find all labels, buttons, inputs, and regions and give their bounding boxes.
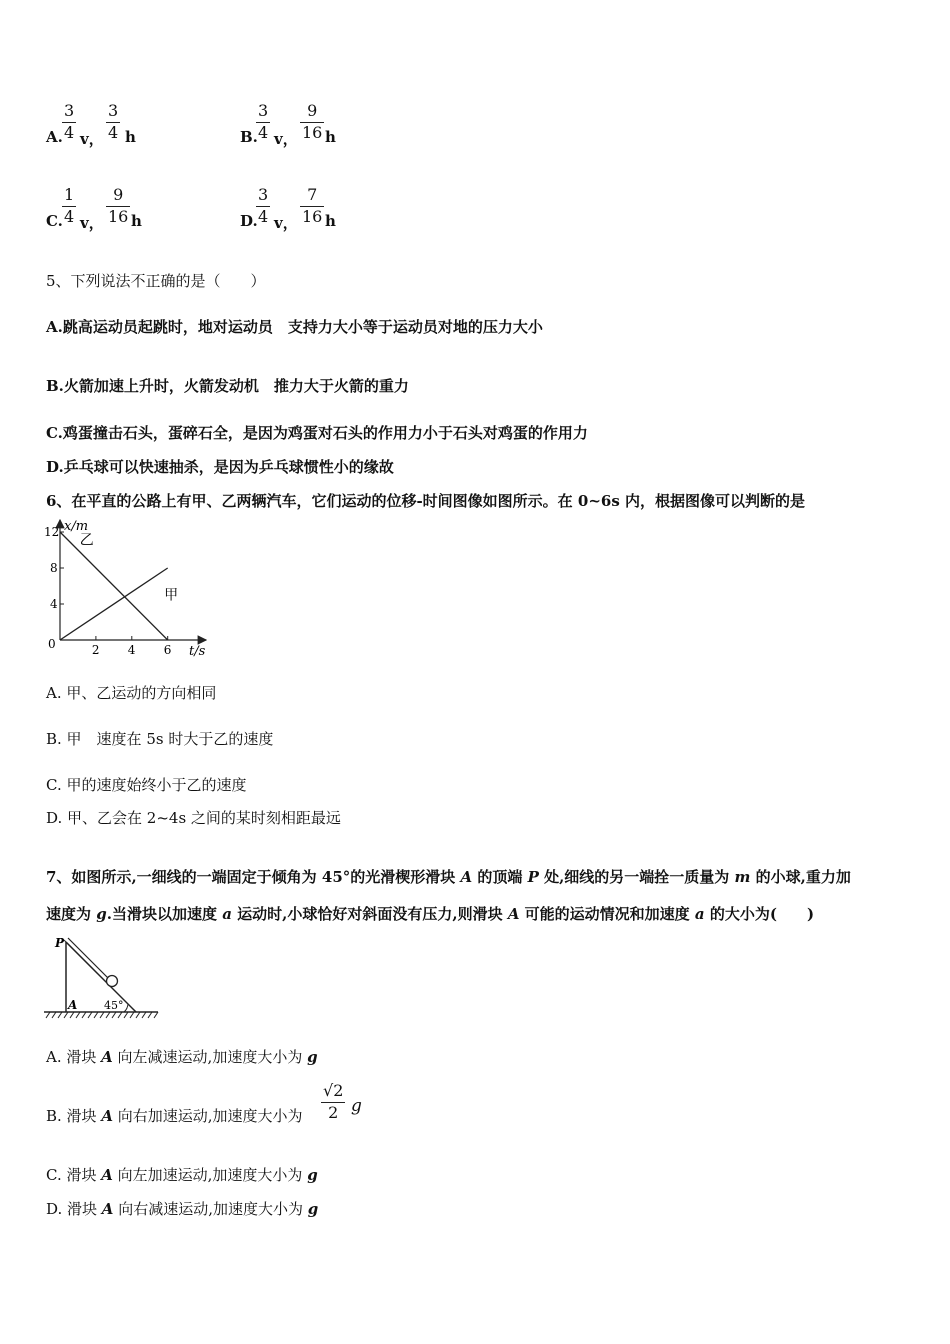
option-text: 向左减速运动,加速度大小为 (112, 1048, 308, 1066)
option-text: 向右减速运动,加速度大小为 (113, 1200, 308, 1218)
series-label-2: 甲 (164, 587, 179, 604)
option-var: A (101, 1166, 113, 1184)
q4-option-b-label: B. (240, 128, 258, 146)
q7-stem-line-1 (46, 866, 851, 887)
q4-d-fraction-2: 7 16 (302, 185, 323, 226)
q7-b-sqrt-fraction: √2 2 (323, 1081, 344, 1122)
q7-b-g: g (351, 1096, 362, 1116)
ball (107, 976, 118, 987)
q7-var: P (527, 868, 539, 886)
q4-option-c-label: C. (46, 212, 63, 230)
q7-stem-text: 速度为 (46, 905, 97, 923)
option-text: A. 滑块 (46, 1048, 102, 1066)
q7-stem-text: 7、如图所示,一细线的一端固定于倾角为 45°的光滑楔形滑块 (46, 868, 461, 886)
y-tick-label: 4 (50, 597, 58, 611)
option-var: A (101, 1107, 113, 1125)
q4-a-unit-2: h (125, 128, 136, 146)
string-edge (64, 940, 104, 980)
x-tick-label: 4 (127, 643, 136, 657)
q7-var: A (460, 868, 473, 886)
q7-var: a (222, 905, 232, 923)
q4-c-unit-2: h (131, 212, 142, 230)
q7-option-d[interactable] (46, 1198, 318, 1219)
option-text: C. 滑块 (46, 1166, 102, 1184)
q7-option-a[interactable] (46, 1046, 318, 1067)
q6-option-d[interactable]: D. 甲、乙会在 2~4s 之间的某时刻相距最远 (46, 809, 341, 827)
origin-label: 0 (48, 637, 56, 651)
q4-c-unit-1: v， (80, 214, 104, 232)
ground-hatching (46, 1012, 158, 1018)
q7-stem-text: 的大小为( ) (704, 905, 815, 923)
q6-option-a[interactable]: A. 甲、乙运动的方向相同 (46, 684, 217, 702)
q7-option-b-text (46, 1105, 303, 1126)
series-line-2 (60, 568, 168, 640)
option-text: D. 滑块 (46, 1200, 102, 1218)
q7-stem-line-2 (46, 903, 814, 924)
angle-arc (124, 1004, 128, 1012)
x-tick-label: 6 (163, 643, 172, 657)
q7-var: A (507, 905, 520, 923)
option-text: 向右加速运动,加速度大小为 (112, 1107, 303, 1125)
y-tick-label: 12 (44, 525, 60, 539)
q7-option-c[interactable] (46, 1164, 318, 1185)
string (68, 938, 108, 978)
q7-stem-text: 处,细线的另一端拴一质量为 (538, 868, 735, 886)
q5-option-d[interactable]: D.乒乓球可以快速抽杀，是因为乒乓球惯性小的缘故 (46, 458, 394, 476)
y-axis-label: x/m (64, 519, 89, 534)
series-label-1: 乙 (79, 532, 94, 549)
q4-b-fraction-1: 3 4 (258, 101, 269, 142)
option-g: g (307, 1200, 319, 1218)
option-g: g (307, 1166, 318, 1184)
option-text: B. 滑块 (46, 1107, 102, 1125)
q4-d-unit-2: h (325, 212, 336, 230)
q4-a-unit-1: v， (80, 130, 104, 148)
q7-var: g (96, 905, 107, 923)
q7-var: a (694, 905, 705, 923)
q4-d-fraction-1: 3 4 (258, 185, 269, 226)
q4-c-fraction-2: 9 16 (108, 185, 129, 226)
y-tick-label: 8 (50, 561, 58, 575)
q6-option-c[interactable]: C. 甲的速度始终小于乙的速度 (46, 776, 247, 794)
point-a-label: A (68, 998, 78, 1012)
x-tick-label: 2 (91, 643, 100, 657)
q7-stem-text: .当滑块以加速度 (106, 905, 223, 923)
q4-a-fraction-1: 3 4 (64, 101, 75, 142)
q7-wedge-figure (40, 932, 165, 1022)
point-p-label: P (55, 936, 65, 950)
option-var: A (101, 1048, 113, 1066)
q5-option-b[interactable]: B.火箭加速上升时，火箭发动机 推力大于火箭的重力 (46, 377, 409, 395)
q4-d-unit-1: v， (274, 214, 298, 232)
q4-option-d-label: D. (240, 212, 258, 230)
q6-position-time-graph (30, 512, 220, 662)
option-var: A (101, 1200, 114, 1218)
q5-option-a[interactable]: A.跳高运动员起跳时，地对运动员 支持力大小等于运动员对地的压力大小 (46, 318, 543, 336)
option-g: g (307, 1048, 318, 1066)
option-text: 向左加速运动,加速度大小为 (112, 1166, 308, 1184)
q4-b-unit-1: v， (274, 130, 298, 148)
q5-stem: 5、下列说法不正确的是（ ） (46, 272, 266, 290)
q7-stem-text: 的小球,重力加 (750, 868, 851, 886)
q4-a-fraction-2: 3 4 (108, 101, 119, 142)
q7-stem-text: 可能的运动情况和加速度 (519, 905, 695, 923)
q6-option-b[interactable]: B. 甲 速度在 5s 时大于乙的速度 (46, 730, 274, 748)
q7-stem-text: 的顶端 (472, 868, 528, 886)
q4-b-unit-2: h (325, 128, 336, 146)
q5-option-c[interactable]: C.鸡蛋撞击石头，蛋碎石全，是因为鸡蛋对石头的作用力小于石头对鸡蛋的作用力 (46, 424, 588, 442)
q4-c-fraction-1: 1 4 (64, 185, 75, 226)
q7-stem-text: 运动时,小球恰好对斜面没有压力,则滑块 (231, 905, 508, 923)
series-line-1 (60, 532, 168, 640)
q4-option-a-label: A. (46, 128, 63, 146)
x-axis-label: t/s (189, 644, 206, 659)
angle-label: 45° (104, 999, 124, 1012)
q6-stem: 6、在平直的公路上有甲、乙两辆汽车，它们运动的位移-时间图像如图所示。在 0~6s 内，根据图像可以判断的是 (46, 492, 805, 510)
q7-var: m (734, 868, 751, 886)
q4-b-fraction-2: 9 16 (302, 101, 323, 142)
